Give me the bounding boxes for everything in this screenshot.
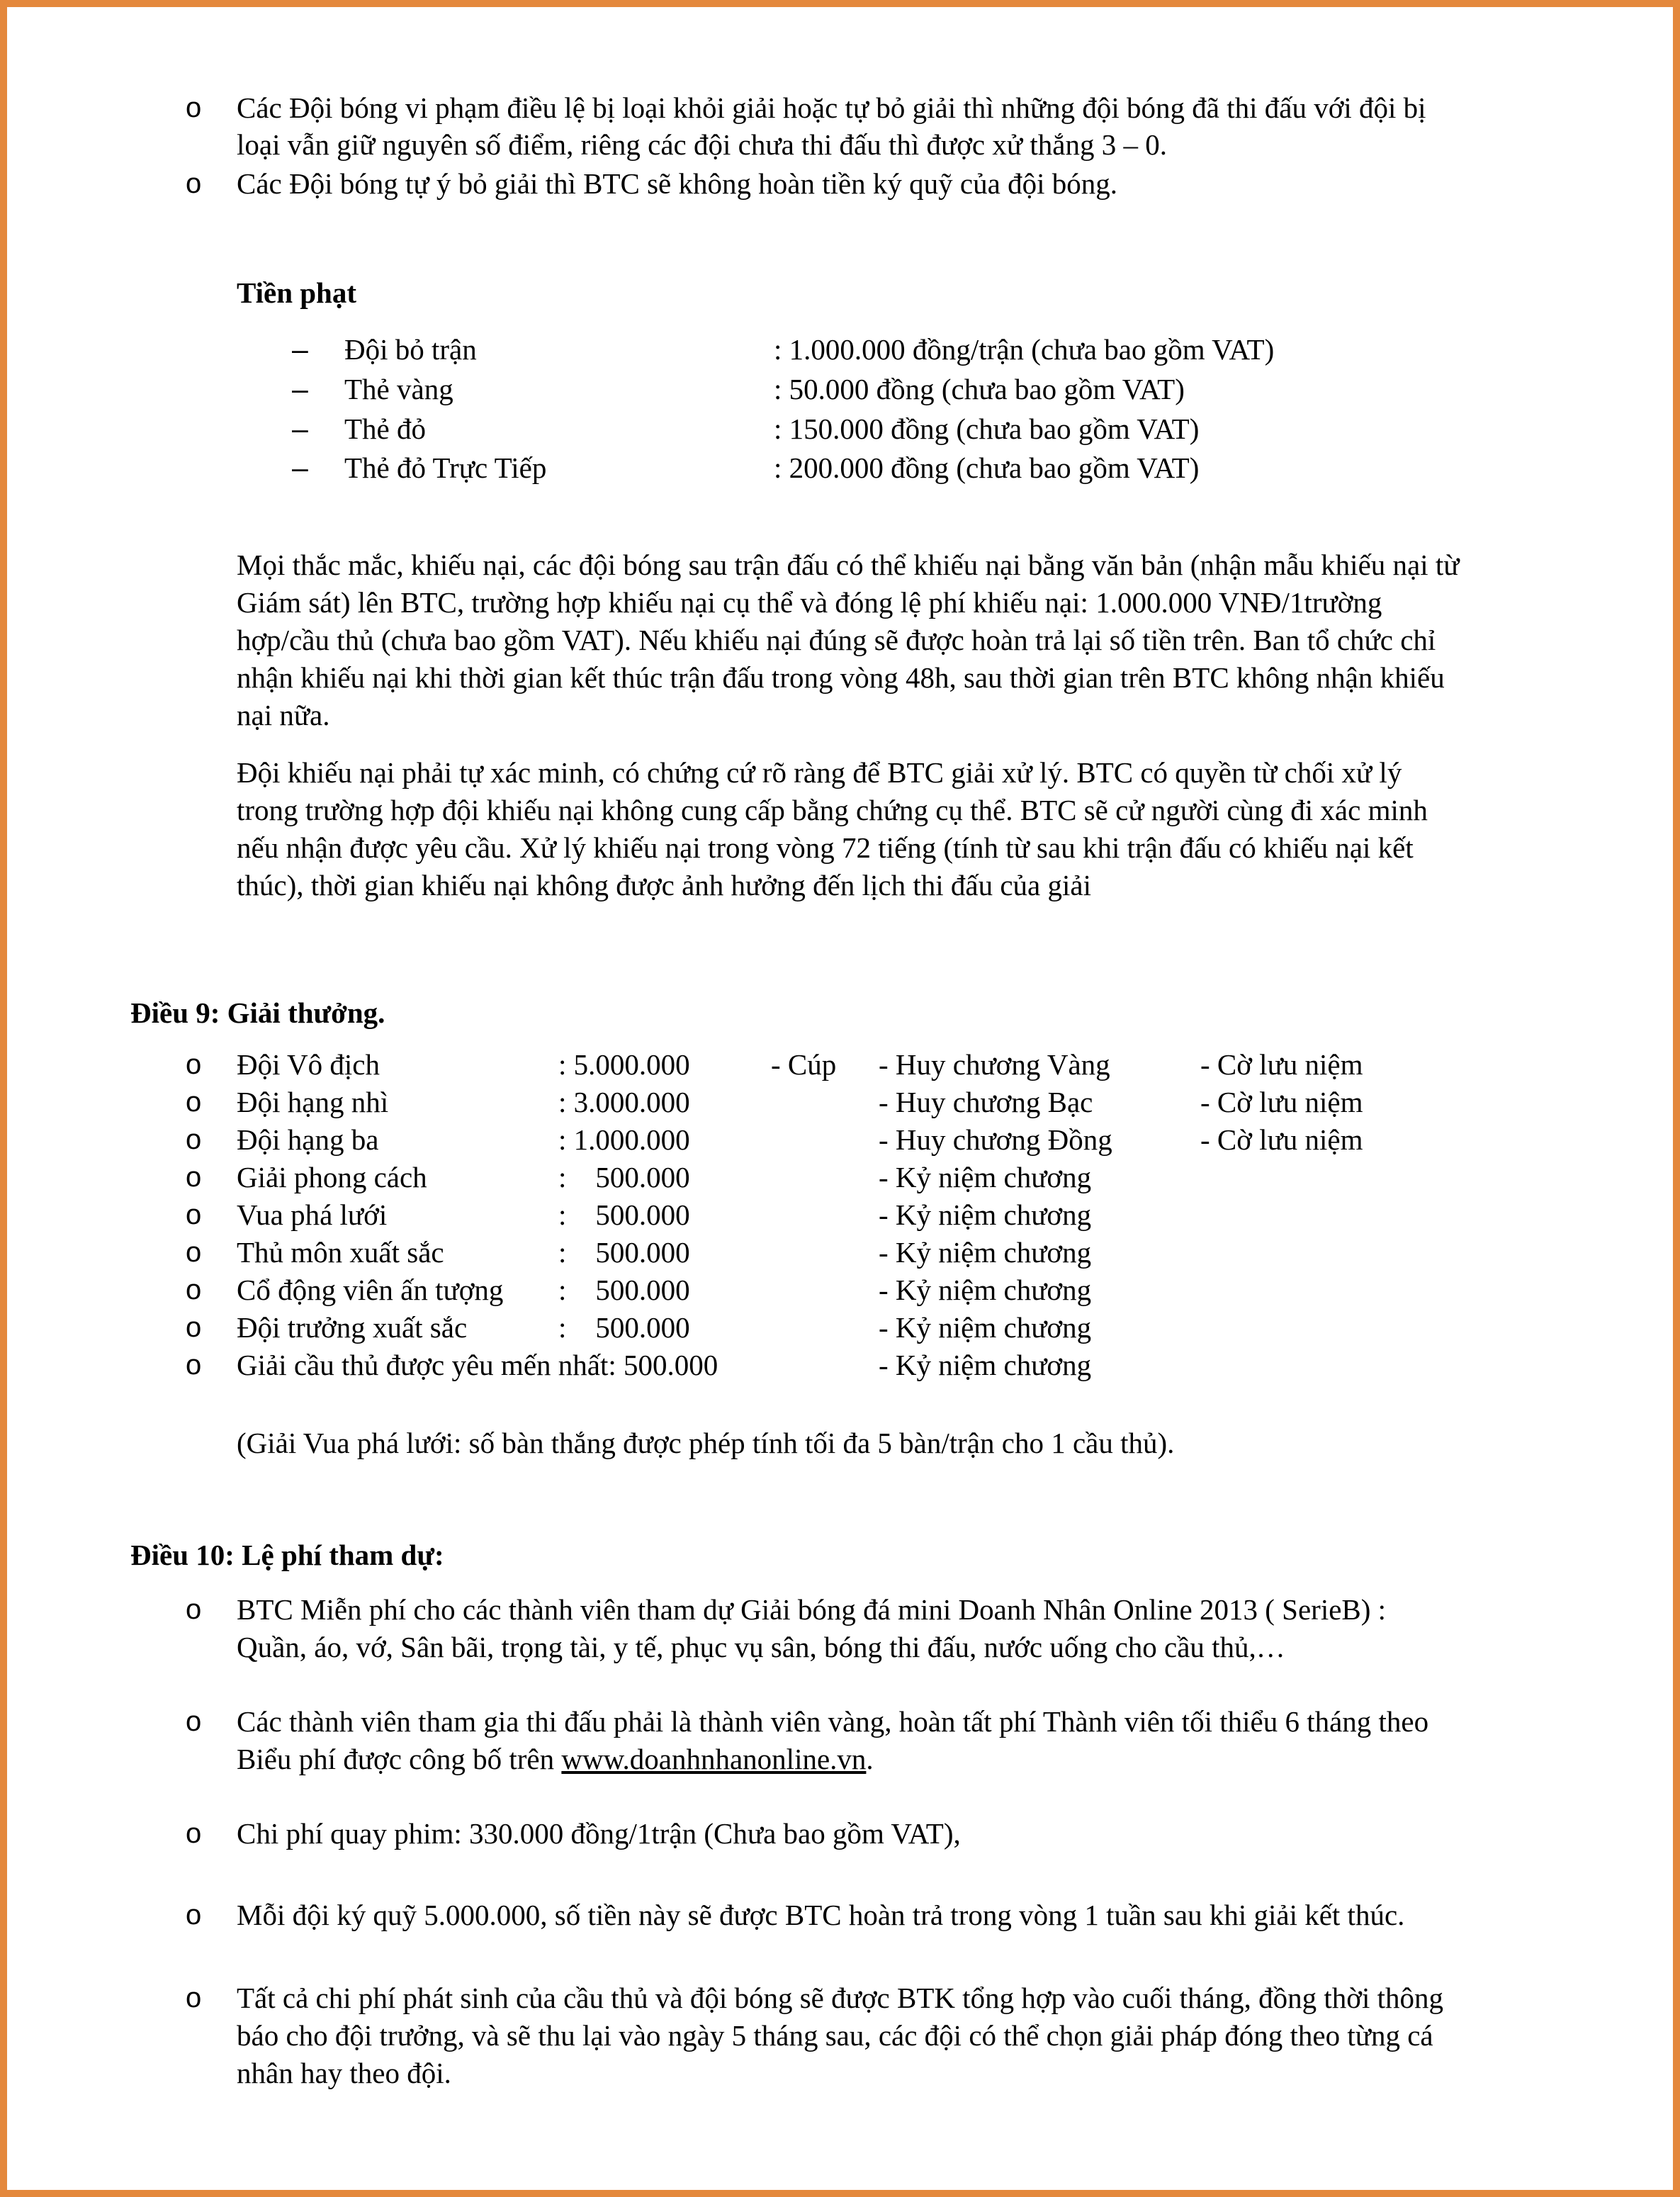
bullet-circle-icon: o [186, 1349, 202, 1381]
award-name: Đội trưởng xuất sắc [237, 1311, 468, 1344]
intro-bullet-2: Các Đội bóng tự ý bỏ giải thì BTC sẽ không hoàn tiền ký quỹ của đội bóng. [237, 167, 1117, 200]
award-flag: - Cờ lưu niệm [1200, 1086, 1363, 1118]
bullet-circle-icon: o [186, 1162, 202, 1193]
award-medal: - Huy chương Vàng [879, 1048, 1110, 1081]
award-name: Giải phong cách [237, 1161, 427, 1193]
intro-bullet-1-line-1: Các Đội bóng vi phạm điều lệ bị loại khỏi giải hoặc tự bỏ giải thì những đội bóng đã thi đấu với đội bị [237, 91, 1426, 124]
award-name: Giải cầu thủ được yêu mến nhất: 500.000 [237, 1349, 718, 1381]
award-name: Thủ môn xuất sắc [237, 1236, 444, 1269]
en-dash-icon: – [292, 333, 308, 366]
award-flag: - Cờ lưu niệm [1200, 1048, 1363, 1081]
article-9-heading: Điều 9: Giải thưởng. [130, 996, 385, 1029]
award-medal: - Kỷ niệm chương [879, 1349, 1092, 1381]
award-amount: : 1.000.000 [558, 1123, 690, 1156]
fee-bullet-3: Chi phí quay phim: 330.000 đồng/1trận (Chưa bao gồm VAT), [237, 1817, 961, 1850]
award-medal: - Huy chương Đồng [879, 1123, 1112, 1156]
fee-bullet-2-line [237, 1741, 874, 1778]
complaint-paragraph-1-line: nại nữa. [237, 699, 330, 731]
fee-bullet-5-line: nhân hay theo đội. [237, 2057, 451, 2089]
en-dash-icon: – [292, 373, 308, 405]
complaint-paragraph-1-line: nhận khiếu nại khi thời gian kết thúc trận đấu trong vòng 48h, sau thời gian trên BTC không nhận khiếu [237, 661, 1445, 694]
bullet-circle-icon: o [186, 1086, 202, 1118]
article-10-heading: Điều 10: Lệ phí tham dự: [130, 1539, 444, 1571]
award-amount: : 500.000 [558, 1198, 690, 1231]
complaint-paragraph-1-line: hợp/cầu thủ (chưa bao gồm VAT). Nếu khiếu nại đúng sẽ được hoàn trả lại số tiền trên. Ban tổ chức chỉ [237, 624, 1436, 656]
penalty-label: Thẻ đỏ [344, 412, 426, 445]
complaint-paragraph-1-line: Giám sát) lên BTC, trường hợp khiếu nại cụ thể và đóng lệ phí khiếu nại: 1.000.000 VNĐ/1trường [237, 586, 1382, 619]
en-dash-icon: – [292, 451, 308, 484]
penalty-value: : 50.000 đồng (chưa bao gồm VAT) [774, 373, 1185, 405]
award-medal: - Huy chương Bạc [879, 1086, 1093, 1118]
award-amount: : 500.000 [558, 1161, 690, 1193]
award-medal: - Kỷ niệm chương [879, 1311, 1092, 1344]
award-amount: : 500.000 [558, 1236, 690, 1269]
award-amount: : 500.000 [558, 1311, 690, 1344]
award-medal: - Kỷ niệm chương [879, 1236, 1092, 1269]
penalties-heading: Tiền phạt [237, 276, 357, 309]
bullet-circle-icon: o [186, 1312, 202, 1343]
award-medal: - Kỷ niệm chương [879, 1161, 1092, 1193]
award-amount: : 3.000.000 [558, 1086, 690, 1118]
bullet-circle-icon: o [186, 1594, 202, 1625]
article-9-note: (Giải Vua phá lưới: số bàn thắng được phép tính tối đa 5 bàn/trận cho 1 cầu thủ). [237, 1427, 1175, 1459]
intro-bullet-1-line-2: loại vẫn giữ nguyên số điểm, riêng các đội chưa thi đấu thì được xử thắng 3 – 0. [237, 128, 1167, 161]
complaint-paragraph-1-line: Mọi thắc mắc, khiếu nại, các đội bóng sau trận đấu có thể khiếu nại bằng văn bản (nhận mẫu khiếu nại từ [237, 549, 1460, 581]
fee-bullet-1-line: Quần, áo, vớ, Sân bãi, trọng tài, y tế, phục vụ sân, bóng thi đấu, nước uống cho cầu thủ,… [237, 1631, 1285, 1663]
award-name: Đội hạng ba [237, 1123, 379, 1156]
award-name: Đội hạng nhì [237, 1086, 389, 1118]
bullet-circle-icon: o [186, 1706, 202, 1737]
bullet-circle-icon: o [186, 1982, 202, 2013]
bullet-circle-icon: o [186, 1899, 202, 1931]
bullet-circle-icon: o [186, 1818, 202, 1849]
fee-bullet-2-prefix: Biểu phí được công bố trên [237, 1743, 562, 1775]
penalty-label: Đội bỏ trận [344, 333, 477, 366]
bullet-circle-icon: o [186, 1199, 202, 1230]
bullet-circle-icon: o [186, 1274, 202, 1305]
award-amount: : 5.000.000 [558, 1048, 690, 1081]
fee-bullet-1-line: BTC Miễn phí cho các thành viên tham dự Giải bóng đá mini Doanh Nhân Online 2013 ( SerieB) : [237, 1593, 1387, 1626]
fee-bullet-2-line: Các thành viên tham gia thi đấu phải là thành viên vàng, hoàn tất phí Thành viên tối thiểu 6 tháng theo [237, 1705, 1429, 1738]
fee-bullet-5-line: báo cho đội trưởng, và sẽ thu lại vào ngày 5 tháng sau, các đội có thể chọn giải pháp đóng theo từng cá [237, 2019, 1433, 2052]
complaint-paragraph-2-line: Đội khiếu nại phải tự xác minh, có chứng cứ rõ ràng để BTC giải xử lý. BTC có quyền từ chối xử lý [237, 756, 1402, 789]
penalty-value: : 1.000.000 đồng/trận (chưa bao gồm VAT) [774, 333, 1275, 366]
award-name: Cổ động viên ấn tượng [237, 1274, 504, 1306]
penalty-label: Thẻ đỏ Trực Tiếp [344, 451, 547, 484]
award-medal: - Kỷ niệm chương [879, 1198, 1092, 1231]
bullet-circle-icon: o [186, 1124, 202, 1155]
penalty-value: : 200.000 đồng (chưa bao gồm VAT) [774, 451, 1200, 484]
award-amount: : 500.000 [558, 1274, 690, 1306]
award-flag: - Cờ lưu niệm [1200, 1123, 1363, 1156]
penalty-label: Thẻ vàng [344, 373, 453, 405]
bullet-circle-icon: o [186, 1049, 202, 1080]
complaint-paragraph-2-line: nếu nhận được yêu cầu. Xử lý khiếu nại trong vòng 72 tiếng (tính từ sau khi trận đấu có khiếu nại kết [237, 831, 1414, 864]
award-name: Đội Vô địch [237, 1048, 380, 1081]
bullet-circle-icon: o [186, 1237, 202, 1268]
en-dash-icon: – [292, 412, 308, 445]
complaint-paragraph-2-line: thúc), thời gian khiếu nại không được ảnh hưởng đến lịch thi đấu của giải [237, 869, 1091, 901]
complaint-paragraph-2-line: trong trường hợp đội khiếu nại không cung cấp bằng chứng cụ thể. BTC sẽ cử người cùng đi xác minh [237, 794, 1428, 826]
fee-bullet-4: Mỗi đội ký quỹ 5.000.000, số tiền này sẽ được BTC hoàn trả trong vòng 1 tuần sau khi giải kết thúc. [237, 1899, 1405, 1931]
award-medal: - Kỷ niệm chương [879, 1274, 1092, 1306]
fee-bullet-5-line: Tất cả chi phí phát sinh của cầu thủ và đội bóng sẽ được BTK tổng hợp vào cuối tháng, đồng thời thông [237, 1982, 1444, 2014]
website-link[interactable]: www.doanhnhanonline.vn [561, 1743, 867, 1775]
bullet-circle-icon: o [186, 92, 202, 123]
bullet-circle-icon: o [186, 168, 202, 199]
award-cup: - Cúp [771, 1048, 837, 1081]
award-name: Vua phá lưới [237, 1198, 388, 1231]
penalty-value: : 150.000 đồng (chưa bao gồm VAT) [774, 412, 1200, 445]
fee-bullet-2-suffix: . [866, 1743, 874, 1775]
